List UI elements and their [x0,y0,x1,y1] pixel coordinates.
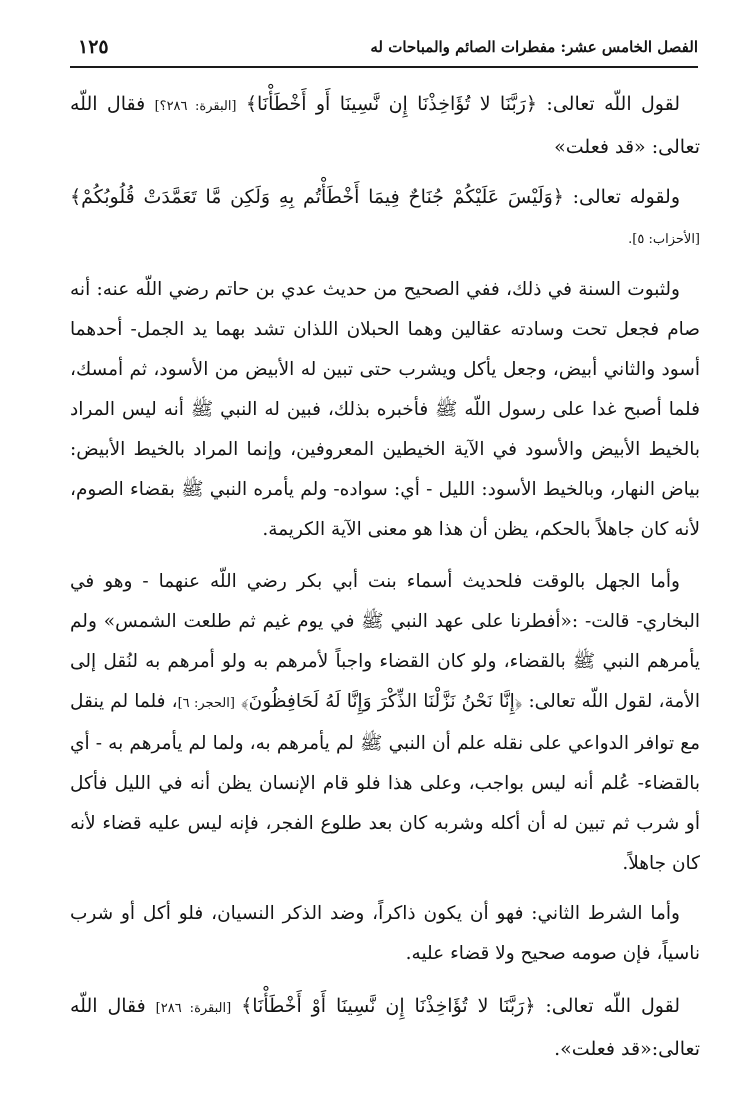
paragraph-text: وأما الشرط الثاني: فهو أن يكون ذاكراً، وضد الذكر النسيان، فلو أكل أو شرب ناسياً، فإن صومه صحيح ولا قضاء عليه. [70,903,700,964]
paragraph-text: ولثبوت السنة في ذلك، ففي الصحيح من حديث عدي بن حاتم رضي اللّه عنه: أنه صام فجعل تحت وسادته عقالين وهما الحبلان اللذان تشد بهما يد الجمل- أحدهما أسود والثاني أبيض، وجعل يأكل ويشرب حتى تبين له الأبيض من الأسود، ثم أمسك، فلما أصبح غدا على رسول اللّه ﷺ فأخبره بذلك، فبين له النبي ﷺ أنه ليس المراد بالخيط الأبيض والأسود في الآية الخيطين المعروفين، وإنما المراد بالخيط الأبيض: بياض النهار، وبالخيط الأسود: الليل - أي: سواده- ولم يأمره النبي ﷺ بقضاء الصوم، لأنه كان جاهلاً بالحكم، يظن أن هذا هو معنى الآية الكريمة. [70,279,700,540]
paragraph [70,84,700,167]
verse-reference: [البقرة: ٢٨٦] [155,1001,232,1016]
paragraph [70,562,700,884]
paragraph-tail: فقال اللّه تعالى: «قد فعلت» [70,93,700,158]
paragraph [70,270,700,552]
paragraph [70,177,700,260]
verse-reference: [الأحزاب: ٥]. [628,232,700,247]
page-number: ١٢٥ [78,36,109,58]
paragraph-tail: ، فلما لم ينقل مع توافر الدواعي على نقله علم أن النبي ﷺ لم يأمرهم به، ولما لم يأمرهم به - أي بالقضاء- عُلم أنه ليس بواجب، وعلى هذا فلو قام الإنسان يظن أنه في الليل فأكل أو شرب ثم تبين له أن أكله وشربه كان بعد طلوع الفجر، فإنه ليس عليه قضاء لأنه كان جاهلاً. [70,691,700,874]
paragraph [70,986,700,1069]
paragraph [70,894,700,976]
page-body [70,84,700,1079]
paragraph-text: لقول اللّه تعالى: ﴿رَبَّنَا لا تُؤَاخِذْنَا إِن نَّسِينَا أَو أَخْطَأْنَا﴾ [236,93,681,115]
paragraph-text: ولقوله تعالى: ﴿وَلَيْسَ عَلَيْكُمْ جُنَاحٌ فِيمَا أَخْطَأْتُم بِهِ وَلَكِن مَّا تَعَمَّدَتْ قُلُوبُكُمْ﴾ [70,186,680,208]
paragraph-text: لقول اللّه تعالى: ﴿رَبَّنَا لا تُؤَاخِذْنَا إِن نَّسِينَا أَوْ أَخْطَأْنَا﴾ [231,995,681,1017]
verse-reference: [البقرة: ٢٨٦؟] [154,99,237,114]
paragraph-text: وأما الجهل بالوقت فلحديث أسماء بنت أبي بكر رضي اللّه عنهما - وهو في البخاري- قالت- :«أفطرنا على عهد النبي ﷺ في يوم غيم ثم طلعت الشمس» ولم يأمرهم النبي ﷺ بالقضاء، ولو كان القضاء واجباً لأمرهم به ولو أمرهم به لنُقل إلى الأمة، لقول اللّه تعالى: ﴿إِنَّا نَحْنُ نَزَّلْنَا الذِّكْرَ وَإِنَّا لَهُ لَحَافِظُونَ﴾ [70,571,700,712]
verse-reference: [الحجر: ٦] [177,696,235,711]
running-title: الفصل الخامس عشر: مفطرات الصائم والمباحات له [370,38,698,56]
page-header [70,30,698,68]
paragraph-tail: فقال اللّه تعالى:«قد فعلت». [70,995,700,1060]
